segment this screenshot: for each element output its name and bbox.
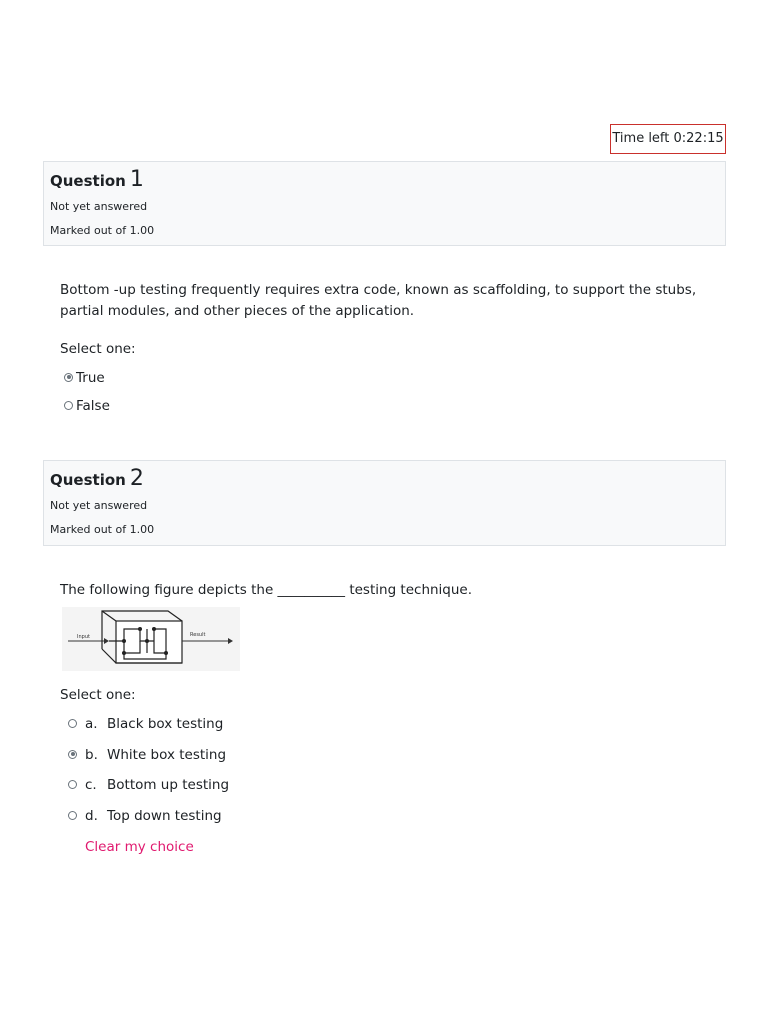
radio-unchecked[interactable] xyxy=(68,780,77,789)
time-left-timer: Time left 0:22:15 xyxy=(610,124,726,154)
option-label: Black box testing xyxy=(107,716,224,732)
question-number xyxy=(50,167,144,192)
white-box-diagram xyxy=(62,607,240,671)
answer-option-b[interactable] xyxy=(68,745,226,765)
white-box-figure xyxy=(62,607,240,675)
question-1-prompt: Select one: xyxy=(60,341,136,357)
clear-my-choice-link[interactable]: Clear my choice xyxy=(85,839,194,855)
answer-option-false[interactable] xyxy=(64,396,110,416)
radio-unchecked[interactable] xyxy=(64,401,73,410)
option-letter: d. xyxy=(85,808,98,824)
input-label: Input xyxy=(77,634,90,640)
question-num: 2 xyxy=(129,466,144,491)
question-label: Question xyxy=(50,172,126,190)
radio-unchecked[interactable] xyxy=(68,811,77,820)
option-letter: c. xyxy=(85,777,97,793)
question-state: Not yet answered xyxy=(50,200,148,213)
question-number xyxy=(50,466,144,491)
option-letter: a. xyxy=(85,716,98,732)
question-num: 1 xyxy=(129,167,144,192)
answer-option-true[interactable] xyxy=(64,368,105,388)
option-letter: b. xyxy=(85,747,98,763)
answer-option-c[interactable] xyxy=(68,775,229,795)
radio-checked[interactable] xyxy=(68,750,77,759)
question-2-prompt: Select one: xyxy=(60,687,136,703)
question-grade: Marked out of 1.00 xyxy=(50,523,155,536)
radio-unchecked[interactable] xyxy=(68,719,77,728)
question-label: Question xyxy=(50,471,126,489)
question-state: Not yet answered xyxy=(50,499,148,512)
question-1-text: Bottom -up testing frequently requires extra code, known as scaffolding, to support the stubs, partial modules, and other pieces of the application. xyxy=(60,282,697,319)
option-label: False xyxy=(76,398,110,414)
question-2-text: The following figure depicts the __________ testing technique. xyxy=(60,582,473,598)
question-1-info xyxy=(43,161,726,246)
question-2-info xyxy=(43,460,726,546)
answer-option-a[interactable] xyxy=(68,714,223,734)
option-label: True xyxy=(76,370,105,386)
result-label: Result xyxy=(190,632,206,638)
option-label: Bottom up testing xyxy=(107,777,230,793)
question-grade: Marked out of 1.00 xyxy=(50,224,155,237)
option-label: Top down testing xyxy=(107,808,222,824)
option-label: White box testing xyxy=(107,747,227,763)
answer-option-d[interactable] xyxy=(68,806,222,826)
radio-checked[interactable] xyxy=(64,373,73,382)
